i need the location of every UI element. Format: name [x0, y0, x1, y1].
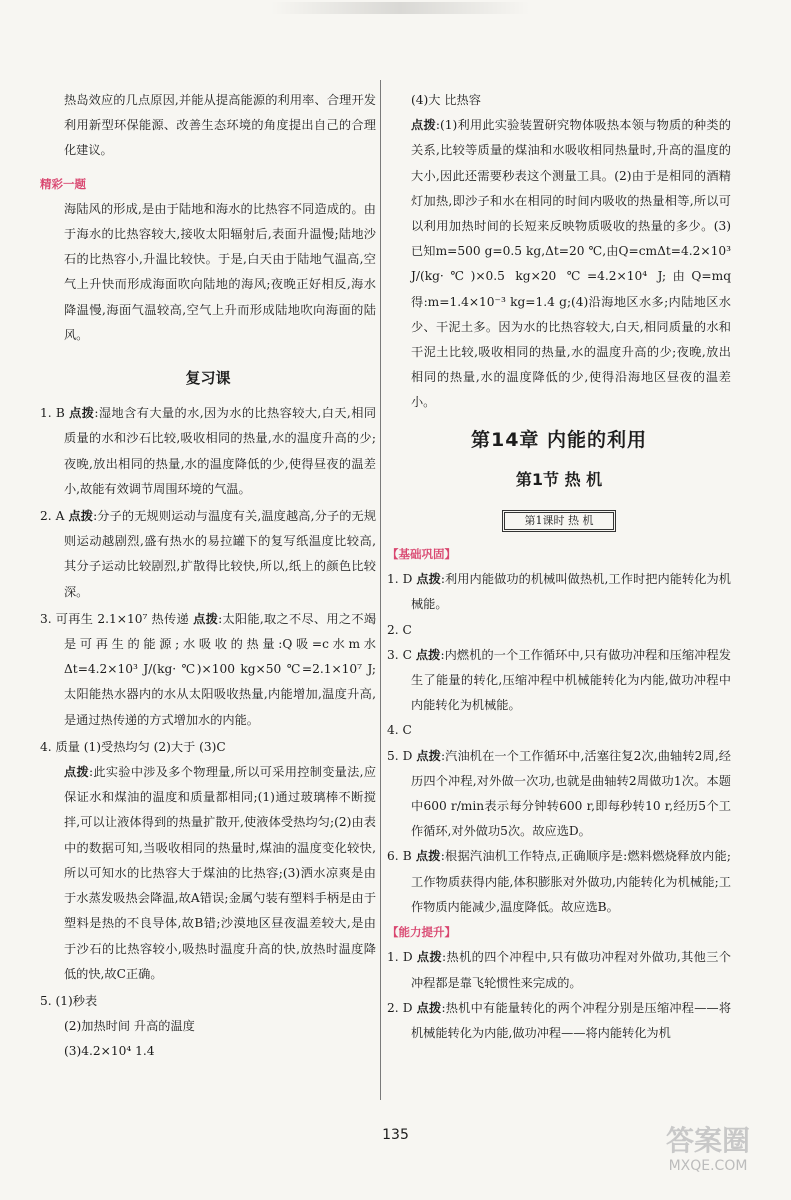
basic-3-choice: 3. C [387, 647, 412, 662]
hint-label: 点拨 [193, 611, 219, 626]
scan-smudge [270, 2, 530, 14]
intro-text: 热岛效应的几点原因,并能从提高能源的利用率、合理开发利用新型环保能源、改善生态环境的角度提出自己的合理化建议。 [64, 93, 376, 158]
basic-2: 2. C [387, 622, 412, 637]
answer-1 [40, 401, 376, 502]
chapter-title: 第14章 内能的利用 [470, 428, 648, 451]
hint-label: 点拨 [411, 118, 436, 133]
basic-6-text: :根据汽油机工作特点,正确顺序是:燃料燃烧释放内能;工作物质获得内能,体积膨胀对外做功,内能转化为机械能;工作物质内能减少,温度降低。故应选B。 [411, 849, 731, 914]
column-divider [380, 80, 381, 1100]
answer-2 [40, 504, 376, 605]
basic-3-text: :内燃机的一个工作循环中,只有做功冲程和压缩冲程发生了能量的转化,压缩冲程中机械能转化为内能,做功冲程中内能转化为机械能。 [411, 647, 731, 713]
hint-label: 点拨 [415, 849, 441, 864]
ability-2 [387, 996, 731, 1046]
hint-label: 点拨 [69, 406, 95, 421]
hint-label: 点拨 [416, 1000, 442, 1015]
basic-1-choice: 1. D [387, 572, 413, 587]
answer-4 [40, 735, 376, 760]
answer-4-text: :此实验中涉及多个物理量,所以可采用控制变量法,应保证水和煤油的温度和质量都相同;(1)通过玻璃棒不断搅拌,可以让液体得到的热量扩散开,使液体受热均匀;(2)由表中的数据可知,当吸收相同的热量时,煤油的温度变化较快,所以可知水的比热容大于煤油的比热容;(3)洒水凉爽是由于水蒸发吸热会降温,故A错误;金属勺装有塑料手柄是由于塑料是热的不良导体,故B错;沙漠地区昼夜温差较大,是由于沙石的比热容较小,吸热时温度升高的快,放热时温度降低的快,故C正确。 [64, 765, 377, 981]
ability-1 [387, 945, 731, 995]
basic-6 [387, 844, 731, 920]
answer-1-text: :湿地含有大量的水,因为水的比热容较大,白天,相同质量的水和沙石比较,吸收相同的热量,水的温度升高的少;夜晚,放出相同的热量,水的温度降低的少,使得昼夜的温差小,故能有效调节周围环境的气温。 [64, 406, 377, 496]
basic-5-choice: 5. D [387, 748, 413, 763]
answer-5-line3: (3)4.2×10⁴ 1.4 [64, 1044, 155, 1059]
hint-label: 点拨 [416, 572, 441, 587]
ability-2-text: :热机中有能量转化的两个冲程分别是压缩冲程——将机械能转化为内能,做功冲程——将内能转化为机 [411, 1000, 732, 1040]
answer-5-text: :(1)利用此实验装置研究物体吸热本领与物质的种类的关系,比较等质量的煤油和水吸收相同热量时,升高的温度的大小,因此还需要秒表这个测量工具。(2)由于是相同的酒精灯加热,即沙子和水在相同的时间内吸收的热量相等,所以可以利用加热时间的长短来反映物质吸收的热量的多少。(3)已知m=500 g=0.5 kg,Δt=20 ℃,由Q=cmΔt=4.2×10³ J/(kg·℃)×0.5 kg×20 ℃=4.2×10⁴ J;由Q=mq得:m=1.4×10⁻³ kg=1.4 g;(4)沿海地区水多;内陆地区水少、干泥土多。因为水的比热容较大,白天,相同质量的水和干泥土比较,吸收相同的热量,水的温度升高的少;夜晚,放出相同的热量,水的温度降低的少,使得沿海地区昼夜的温差小。 [411, 118, 731, 410]
basic-1 [387, 567, 731, 617]
basic-5-text: :汽油机在一个工作循环中,活塞往复2次,曲轴转2周,经历四个冲程,对外做一次功,也就是曲轴转2周做功1次。本题中600 r/min表示每分钟转600 r,即每秒转10 r,经历5个工作循环,对外做功5次。故应选D。 [411, 748, 731, 839]
ability-2-choice: 2. D [387, 1000, 413, 1015]
watermark-sub: MXQE.COM [668, 1158, 748, 1174]
answer-2-text: :分子的无规则运动与温度有关,温度越高,分子的无规则运动越剧烈,盛有热水的易拉罐下的复写纸温度比较高,其分子运动比较剧烈,扩散得比较快,所以,纸上的颜色比较深。 [64, 509, 377, 599]
answer-3 [40, 607, 376, 733]
section-title: 第1节 热 机 [515, 469, 603, 489]
answer-5-hint [387, 113, 731, 415]
answer-5-line2: (2)加热时间 升高的温度 [64, 1019, 195, 1034]
answer-4-hint [40, 760, 376, 987]
answer-2-choice: 2. A [40, 509, 65, 524]
basic-4: 4. C [387, 723, 412, 738]
answer-5-line1: 5. (1)秒表 [40, 993, 98, 1008]
hint-label: 点拨 [415, 647, 441, 662]
hint-label: 点拨 [416, 748, 441, 763]
tag-jingcai: 精彩一题 [40, 176, 86, 191]
review-title: 复习课 [185, 369, 231, 388]
tag-jichu: 【基础巩固】 [387, 547, 456, 562]
ability-1-text: :热机的四个冲程中,只有做功冲程对外做功,其他三个冲程都是靠飞轮惯性来完成的。 [411, 950, 731, 990]
answer-4-choice: 4. 质量 (1)受热均匀 (2)大于 (3)C [40, 739, 226, 754]
answer-3-text: :太阳能,取之不尽、用之不竭是可再生的能源;水吸收的热量:Q吸=c水m水Δt=4.2×10³ J/(kg· ℃)×100 kg×50 ℃=2.1×10⁷ J;太阳能热水器内的水从太阳吸收热量,内能增加,温度升高,是通过热传递的方式增加水的内能。 [64, 611, 377, 727]
answer-1-choice: 1. B [40, 406, 65, 421]
hint-label: 点拨 [64, 765, 89, 780]
answer-3-choice: 3. 可再生 2.1×10⁷ 热传递 [40, 611, 189, 626]
watermark-logo [639, 1124, 777, 1182]
answer-5-line4: (4)大 比热容 [411, 93, 481, 107]
basic-3 [387, 643, 731, 719]
left-column [40, 88, 376, 1065]
basic-6-choice: 6. B [387, 849, 412, 864]
lesson-label-box [502, 510, 616, 532]
hint-label: 点拨 [68, 509, 94, 524]
lesson-label: 第1课时 热 机 [504, 512, 614, 530]
tag-nengli: 【能力提升】 [387, 925, 456, 940]
watermark-main: 答案圈 [665, 1124, 750, 1157]
page-number: 135 [382, 1127, 409, 1143]
hint-label: 点拨 [416, 950, 443, 965]
basic-5 [387, 744, 731, 845]
basic-1-text: :利用内能做功的机械叫做热机,工作时把内能转化为机械能。 [411, 572, 731, 612]
ability-1-choice: 1. D [387, 950, 413, 965]
right-column [387, 88, 731, 1046]
jingcai-text: 海陆风的形成,是由于陆地和海水的比热容不同造成的。由于海水的比热容较大,接收太阳辐射后,表面升温慢;陆地沙石的比热容小,升温比较快。于是,白天由于陆地气温高,空气上升快而形成海面吹向陆地的海风;夜晚正好相反,海水降温慢,海面气温较高,空气上升而形成陆地吹向海面的陆风。 [64, 201, 376, 342]
